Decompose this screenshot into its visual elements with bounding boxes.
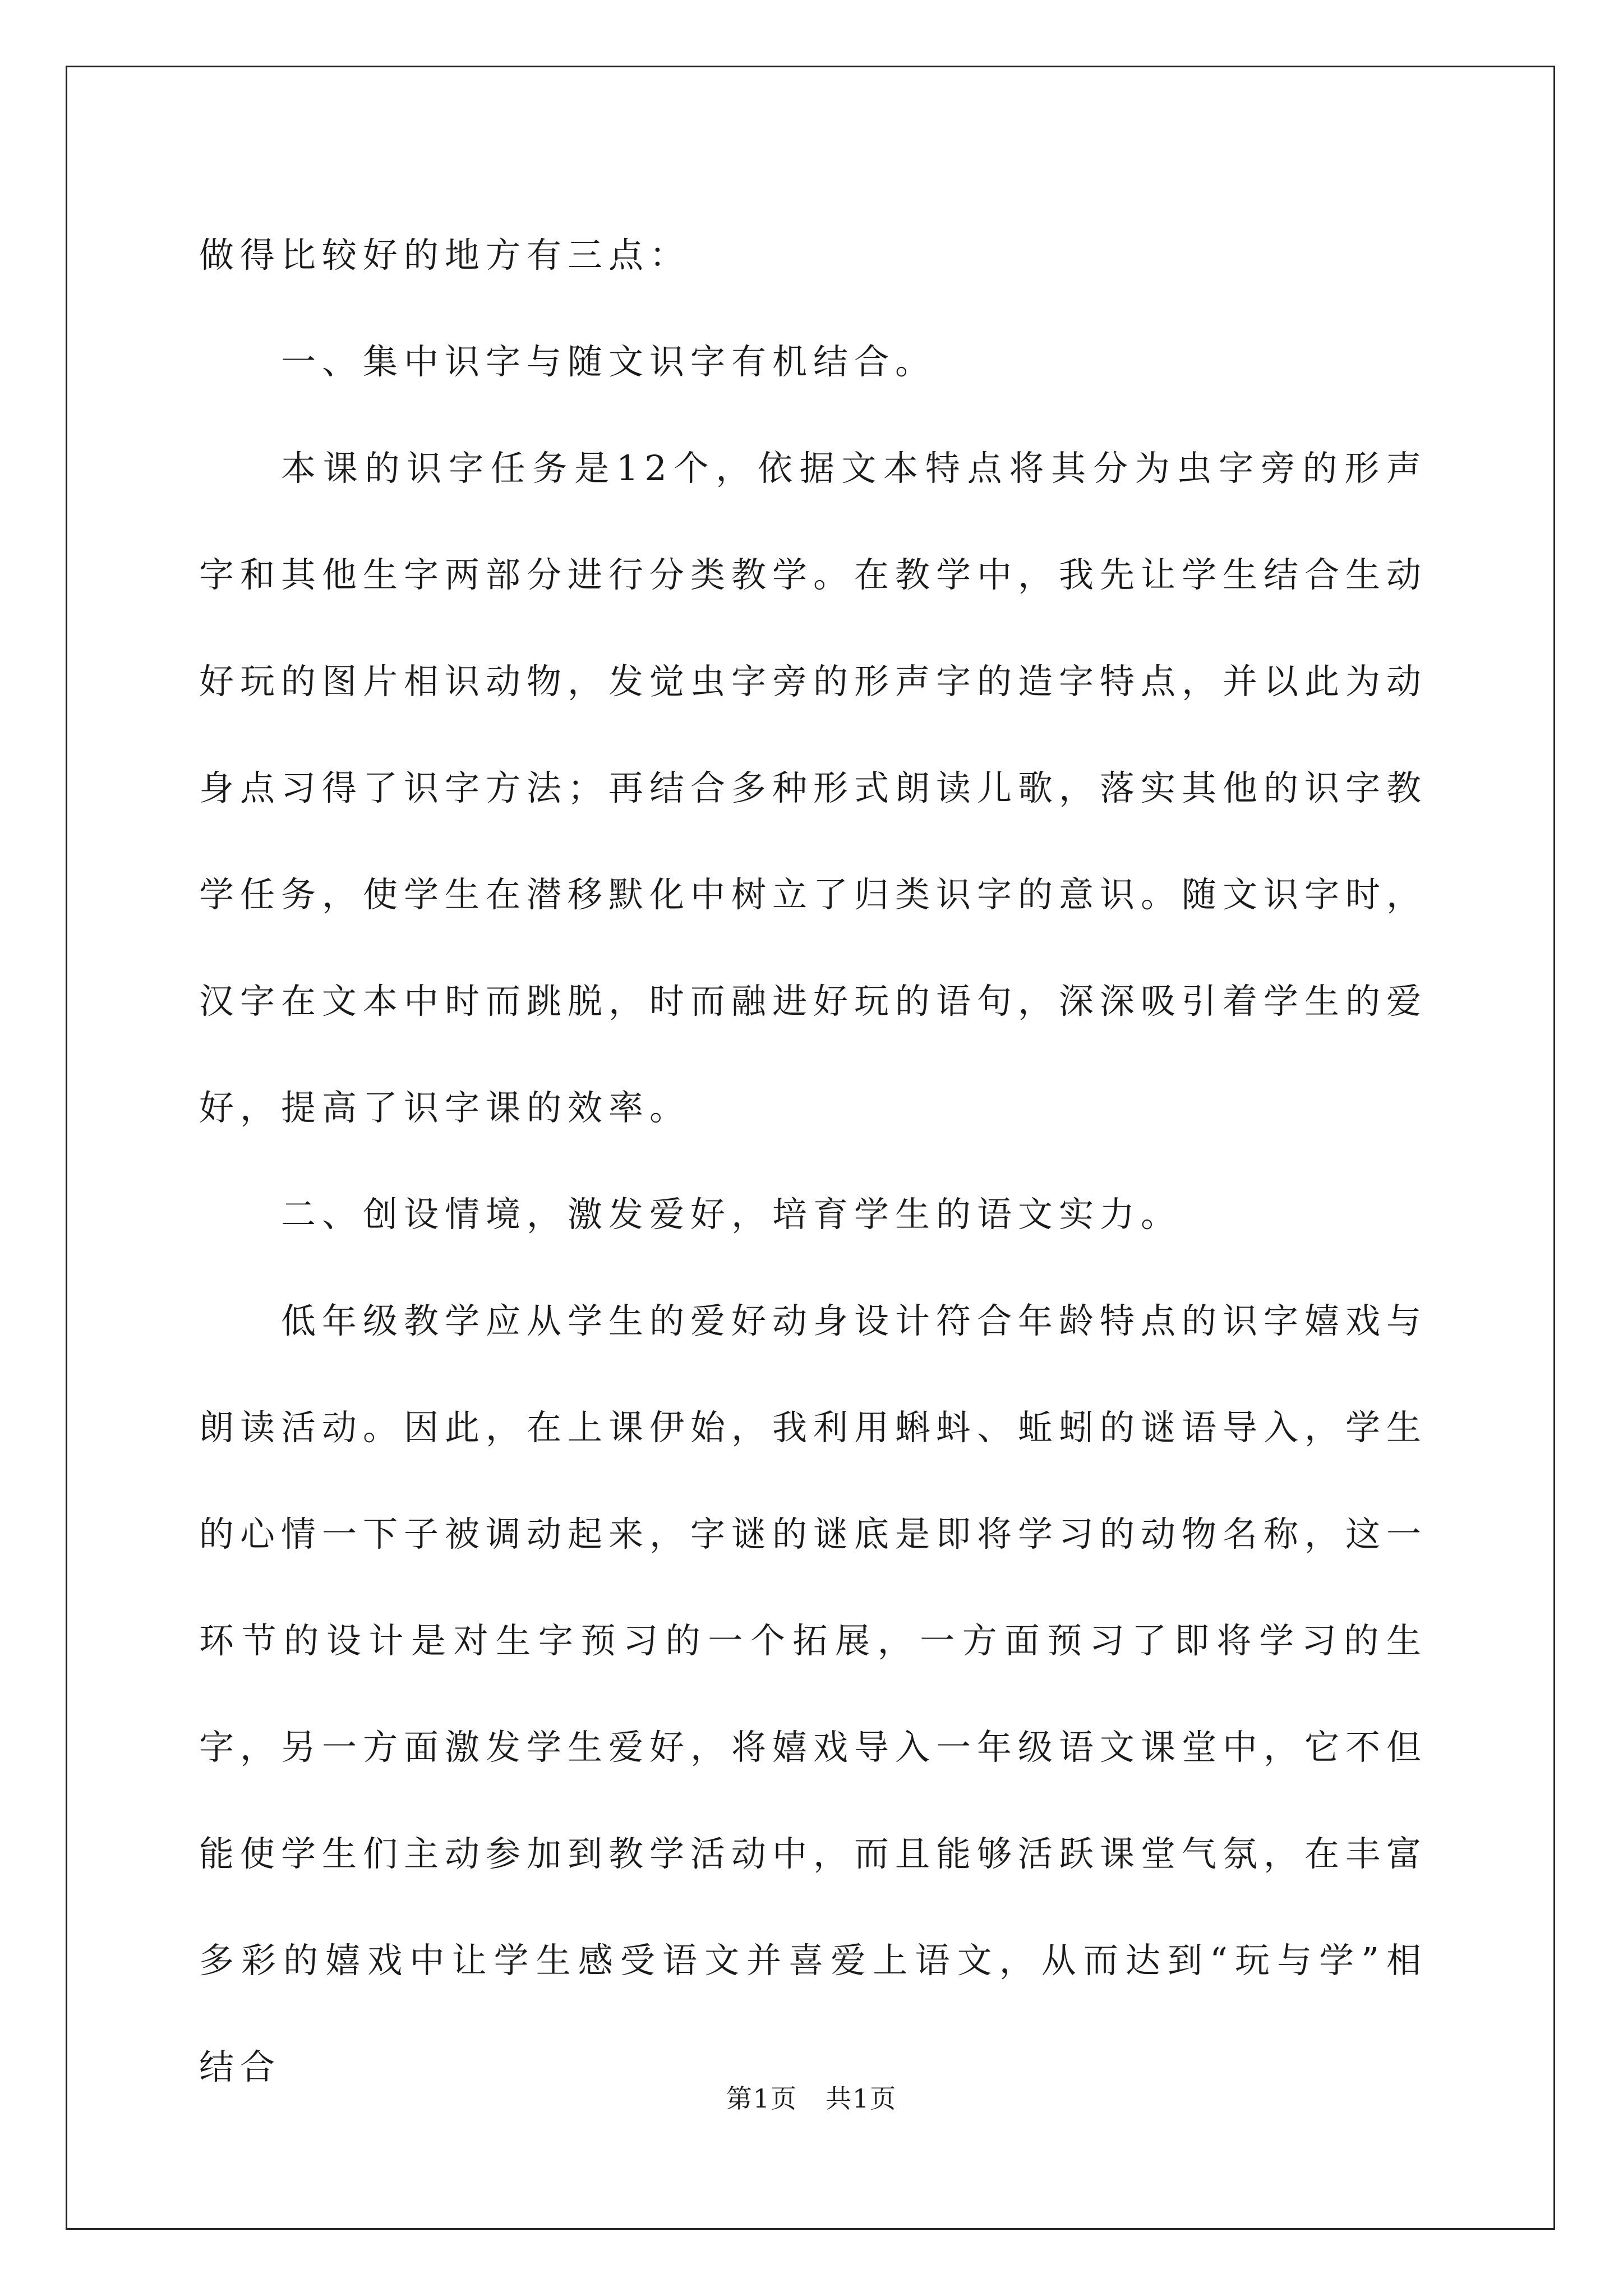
page-total: 共1页 <box>825 2083 897 2114</box>
paragraph-heading-1: 一、集中识字与随文识字有机结合。 <box>281 341 937 382</box>
paragraph-intro: 做得比较好的地方有三点： <box>199 234 691 275</box>
document-body <box>199 202 1427 2120</box>
paragraph-heading-2: 二、创设情境，激发爱好，培育学生的语文实力。 <box>281 1194 1182 1235</box>
paragraph-body-2: 低年级教学应从学生的爱好动身设计符合年龄特点的识字嬉戏与朗读活动。因此，在上课伊始，我利用蝌蚪、蚯蚓的谜语导入，学生的心情一下子被调动起来，字谜的谜底是即将学习的动物名称，这一环节的设计是对生字预习的一个拓展，一方面预习了即将学习的生字，另一方面激发学生爱好，将嬉戏导入一年级语文课堂中，它不但能使学生们主动参加到教学活动中，而且能够活跃课堂气氛，在丰富多彩的嬉戏中让学生感受语文并喜爱上语文，从而达到“玩与学”相结合 <box>199 1300 1428 2087</box>
page-footer <box>0 2078 1623 2115</box>
paragraph-body-1: 本课的识字任务是12个，依据文本特点将其分为虫字旁的形声字和其他生字两部分进行分类教学。在教学中，我先让学生结合生动好玩的图片相识动物，发觉虫字旁的形声字的造字特点，并以此为动身点习得了识字方法；再结合多种形式朗读儿歌，落实其他的识字教学任务，使学生在潜移默化中树立了归类识字的意识。随文识字时，汉字在文本中时而跳脱，时而融进好玩的语句，深深吸引着学生的爱好，提高了识字课的效率。 <box>199 448 1428 1128</box>
page-number: 第1页 <box>726 2083 798 2114</box>
